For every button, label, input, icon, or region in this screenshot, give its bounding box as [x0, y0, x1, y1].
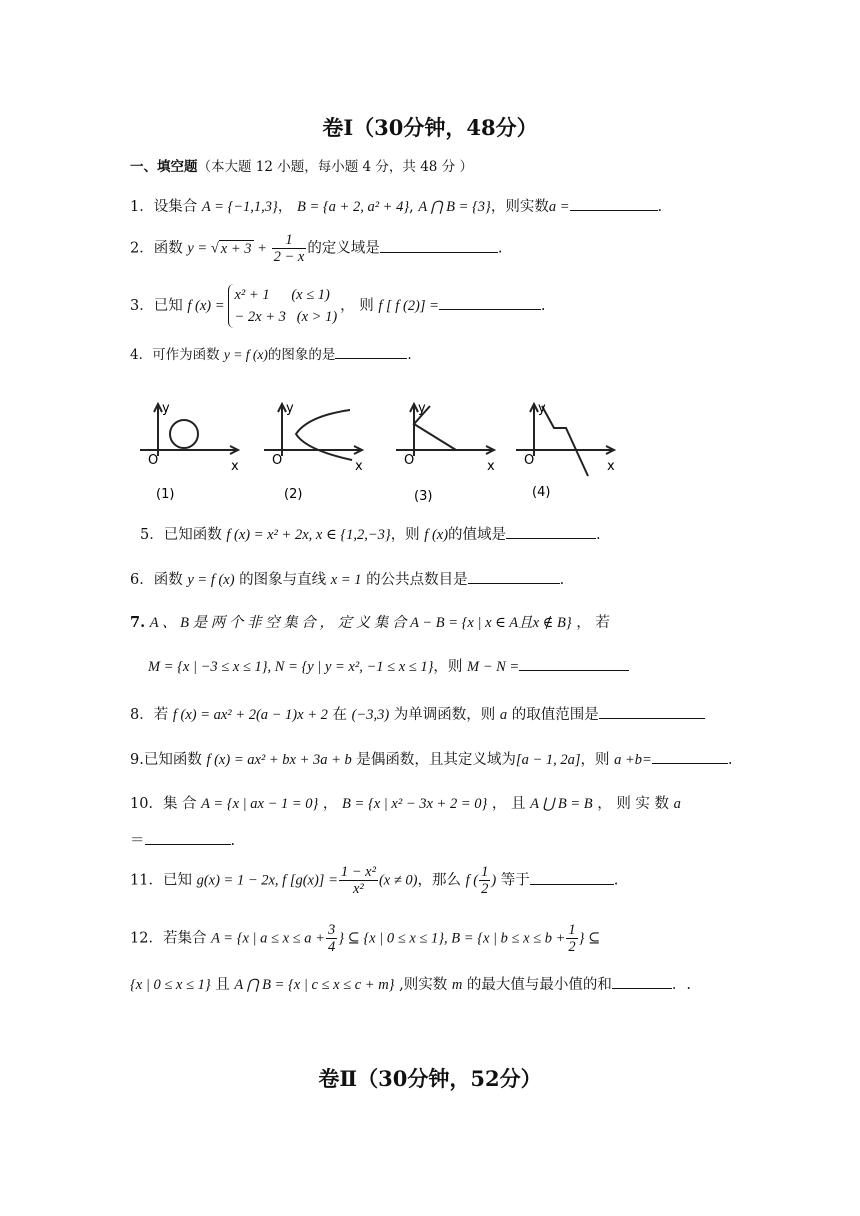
section-heading-label: 一、填空题: [130, 159, 198, 175]
part-one-title: 卷Ⅰ（30分钟，48分）: [322, 115, 538, 140]
question-3: [130, 284, 546, 328]
question-text: ，: [318, 796, 343, 812]
question-9: [130, 749, 732, 770]
math-a: a: [499, 707, 508, 723]
math-m-minus-n: M − N =: [467, 659, 520, 675]
question-text: 的取值范围是: [507, 707, 599, 723]
question-text: 集 合: [162, 796, 202, 812]
math-interval: (−3,3): [351, 707, 390, 723]
question-12-line-2: [130, 974, 691, 995]
denominator: 2: [568, 939, 576, 955]
period: .: [657, 199, 663, 215]
answer-blank[interactable]: [570, 196, 658, 211]
question-text: ， 若: [571, 615, 610, 631]
section-heading: [130, 157, 473, 177]
numerator: 1: [481, 864, 489, 880]
math-y-fx: y = f (x): [187, 572, 235, 588]
sqrt-symbol: √: [210, 240, 219, 257]
math-set-a: A = {x | ax − 1 = 0}: [201, 796, 319, 812]
math-f-def: f (x) = ax² + bx + 3a + b: [206, 752, 352, 768]
question-number: 6．: [130, 572, 154, 588]
piece-1-expr: x² + 1: [234, 287, 270, 303]
question-8: [130, 704, 705, 725]
answer-blank[interactable]: [335, 344, 407, 359]
math-plus: +: [253, 240, 271, 257]
numerator: 1 − x²: [340, 864, 376, 880]
numerator: 3: [327, 922, 336, 938]
denominator: 2: [481, 881, 489, 897]
math-set-unit: {x | 0 ≤ x ≤ 1}: [130, 977, 211, 993]
step-curve: [542, 406, 588, 476]
math-a-plus-b: a +b=: [614, 752, 652, 768]
math-intersection: A ⋂ B = {3}: [418, 199, 491, 215]
period: .: [596, 527, 601, 543]
origin-label: O: [148, 453, 159, 468]
question-number: 7.: [130, 614, 146, 631]
question-number: 5．: [140, 527, 164, 543]
question-5: [140, 524, 601, 545]
math-set-b: B = {a + 2, a² + 4}: [296, 199, 410, 215]
math-set-b: B = {x | x² − 3x + 2 = 0}: [342, 796, 488, 812]
math-subset: } ⊆: [578, 930, 601, 947]
period: .: [613, 872, 619, 889]
numerator: 1: [272, 232, 307, 249]
math-union: A ⋃ B = B: [530, 796, 593, 812]
math-set-a: A = {x | a ≤ x ≤ a +: [211, 930, 325, 947]
answer-blank[interactable]: [599, 704, 705, 719]
graph-caption-1: (1): [156, 487, 175, 502]
question-text: 若集合: [162, 930, 212, 947]
question-text: 设集合: [153, 199, 202, 215]
answer-blank[interactable]: [145, 830, 231, 845]
answer-blank[interactable]: [468, 569, 560, 584]
section-note: （本大题 12 小题，每小题 4 分，共 48 分 ）: [197, 159, 473, 175]
y-axis-label: y: [418, 401, 426, 416]
question-number: 2．: [130, 240, 154, 257]
graph-caption-4: (4): [532, 485, 551, 500]
math-m: m: [451, 977, 463, 993]
question-number: 1．: [130, 199, 154, 215]
piece-2-cond: (x > 1): [296, 309, 338, 325]
answer-blank[interactable]: [519, 656, 629, 671]
y-axis-label: y: [162, 401, 170, 416]
question-text: ， 则: [340, 298, 379, 314]
period: .: [407, 347, 412, 363]
math-f-close: ): [491, 872, 497, 889]
question-text: ，: [277, 199, 297, 215]
math-ff2: f [ f (2)] =: [378, 298, 439, 314]
question-text: 等于: [496, 872, 530, 889]
numerator: 1: [568, 922, 576, 938]
question-text: ，则: [390, 527, 425, 543]
period: .: [230, 833, 236, 849]
math-set-diff-def: A − B = {x | x ∈ A且x ∉ B}: [410, 615, 572, 631]
question-1: [130, 196, 662, 217]
question-text: ，则实数: [490, 199, 549, 215]
math-f-def: f (x) = ax² + 2(a − 1)x + 2: [172, 707, 328, 723]
math-sets-mn: M = {x | −3 ≤ x ≤ 1}, N = {y | y = x², −1 ≤ x ≤ 1}: [148, 659, 434, 675]
math-f-def: f (x) = x² + 2x, x ∈ {1,2,−3}: [226, 527, 391, 543]
question-number: 9.: [130, 752, 144, 768]
piece-1-cond: (x ≤ 1): [291, 287, 330, 303]
math-set-a: A = {−1,1,3}: [201, 199, 278, 215]
question-text: ,: [409, 199, 419, 215]
denominator: x²: [353, 881, 364, 897]
question-text: A 、 B 是 两 个 非 空 集 合 ， 定 义 集 合: [149, 615, 411, 631]
y-axis-label: y: [286, 401, 294, 416]
math-intersection: A ⋂ B = {x | c ≤ x ≤ c + m}: [234, 977, 395, 993]
question-11: [130, 864, 618, 897]
part-two-title: 卷Ⅱ（30分钟，52分）: [318, 1066, 542, 1091]
x-axis-label: x: [607, 459, 615, 474]
question-4: [130, 344, 412, 365]
x-axis-label: x: [487, 459, 495, 474]
question-text: ，那么: [417, 872, 466, 889]
fraction-half: [479, 864, 490, 897]
question-text: 若: [153, 707, 173, 723]
question-text: ＝: [130, 833, 145, 849]
origin-label: O: [404, 453, 415, 468]
circle-curve: [170, 420, 198, 448]
math-a: a: [673, 796, 681, 812]
period: ．.: [671, 977, 692, 993]
fraction: [566, 922, 577, 955]
question-2: [130, 232, 502, 265]
graphs-figure: [130, 398, 630, 506]
question-number: 11．: [130, 872, 163, 889]
math-f: f (x) =: [187, 298, 225, 314]
question-text: 的图象的是: [267, 347, 336, 363]
answer-blank[interactable]: [380, 238, 498, 253]
math-g-def: g(x) = 1 − 2x, f [g(x)] =: [196, 872, 338, 889]
question-text: 的定义域是: [307, 240, 380, 257]
answer-blank[interactable]: [439, 295, 541, 310]
math-fx: f (x): [424, 527, 449, 543]
period: .: [559, 572, 565, 588]
question-number: 3．: [130, 298, 154, 314]
question-text: 为单调函数，则: [389, 707, 500, 723]
question-number: 8．: [130, 707, 154, 723]
graph-caption-3: (3): [414, 489, 433, 504]
y-axis-label: y: [538, 401, 546, 416]
math-domain: [a − 1, 2a]: [515, 752, 581, 768]
answer-blank[interactable]: [530, 870, 614, 885]
question-number: 4．: [130, 347, 153, 363]
question-text: 在: [327, 707, 352, 723]
question-text: 的公共点数目是: [361, 572, 468, 588]
math-y-fx: y = f (x): [223, 347, 268, 362]
question-7-line-2: [148, 656, 629, 677]
parabola-curve: [296, 410, 352, 460]
question-text: ，则: [580, 752, 615, 768]
period: .: [540, 298, 546, 314]
answer-blank[interactable]: [506, 524, 596, 539]
question-text: ，则: [433, 659, 467, 675]
question-7-line-1: [130, 613, 610, 633]
period: .: [497, 240, 503, 257]
question-text: 已知: [162, 872, 197, 889]
question-text: 已知: [153, 298, 188, 314]
question-text: 已知函数: [143, 752, 207, 768]
fraction: [339, 864, 378, 897]
question-text: ， 则 实 数: [592, 796, 674, 812]
fraction: [272, 232, 307, 265]
denominator: 4: [327, 939, 336, 955]
question-text: 函数: [153, 240, 188, 257]
question-10-line-1: [130, 794, 681, 814]
question-number: 10．: [130, 796, 163, 812]
question-text: 且: [210, 977, 235, 993]
math-condition: (x ≠ 0): [378, 872, 418, 889]
graph-3: [396, 404, 494, 456]
question-text: 的值域是: [448, 527, 507, 543]
question-12-line-1: [130, 922, 600, 955]
origin-label: O: [272, 453, 283, 468]
question-text: 可作为函数: [152, 347, 224, 363]
x-axis-label: x: [231, 459, 239, 474]
answer-blank[interactable]: [652, 749, 728, 764]
fraction: [326, 922, 337, 955]
math-y: y =: [187, 240, 211, 257]
question-text: 的图象与直线: [234, 572, 331, 588]
period: .: [727, 752, 733, 768]
graph-2: [264, 404, 362, 460]
math-set-b: } ⊆ {x | 0 ≤ x ≤ 1}, B = {x | b ≤ x ≤ b +: [338, 930, 566, 947]
piece-2-expr: − 2x + 3: [234, 309, 286, 325]
question-text: 是偶函数，且其定义域为: [351, 752, 516, 768]
math-a: a =: [548, 199, 570, 215]
question-text: 函数: [153, 572, 188, 588]
question-text: ,则实数: [394, 977, 452, 993]
graph-caption-2: (2): [284, 487, 303, 502]
question-text: 的最大值与最小值的和: [462, 977, 612, 993]
math-f-open: f (: [465, 872, 479, 889]
question-text: ， 且: [487, 796, 531, 812]
question-number: 12．: [130, 930, 163, 947]
graph-1: [140, 404, 238, 456]
piecewise: [228, 284, 338, 328]
question-6: [130, 569, 564, 590]
origin-label: O: [524, 453, 535, 468]
math-x-eq-1: x = 1: [330, 572, 362, 588]
denominator: 2 − x: [273, 249, 305, 265]
sqrt-content: x + 3: [220, 240, 252, 257]
question-10-line-2: [130, 830, 235, 851]
answer-blank[interactable]: [612, 974, 672, 989]
question-text: 已知函数: [163, 527, 227, 543]
x-axis-label: x: [355, 459, 363, 474]
